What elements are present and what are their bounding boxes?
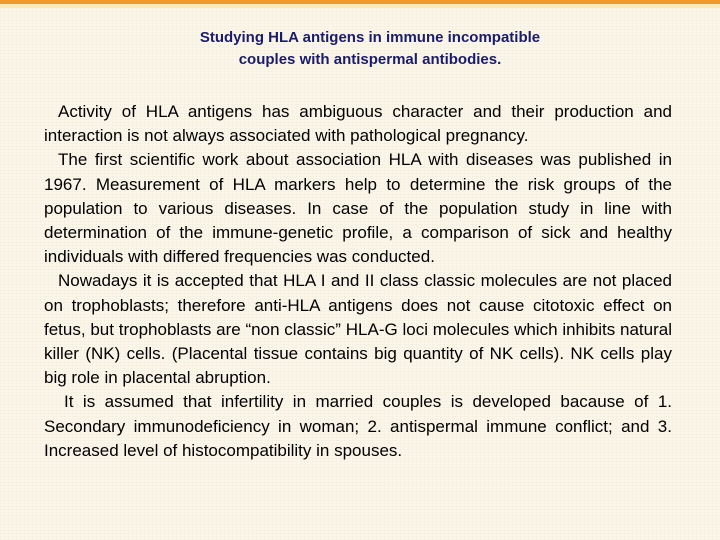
paragraph-hla-activity: Activity of HLA antigens has ambiguous character and their production and interaction is not always associated with pathological pregnancy. <box>44 102 672 146</box>
paragraph-trophoblasts: Nowadays it is accepted that HLA I and II class classic molecules are not placed on trophoblasts; therefore anti-HLA antigens does not cause citotoxic effect on fetus, but trophoblasts are “non classic” HLA-G loci molecules which inhibits natural killer (NK) cells. (Placental tissue contains big quantity of NK cells). NK cells play big role in placental abruption. <box>44 271 672 388</box>
paragraph-first-scientific-work: The first scientific work about association HLA with diseases was published in 1967. Measurement of HLA markers help to determine the risk groups of the population to various diseases. In case of the population study in line with determination of the immune-genetic profile, a comparison of sick and healthy individuals with differed frequencies was conducted. <box>44 150 672 267</box>
paragraph-infertility: It is assumed that infertility in married couples is developed bacause of 1. Secondary immunodeficiency in woman; 2. antispermal immune conflict; and 3. Increased level of histocompatibility in spouses. <box>44 392 672 460</box>
slide-title-line-1: Studying HLA antigens in immune incompatible <box>199 29 541 46</box>
slide-title-line-2: couples with antispermal antibodies. <box>238 51 502 68</box>
top-accent-stripe-light <box>0 4 720 8</box>
slide-body <box>44 100 672 463</box>
slide-title <box>140 27 600 71</box>
